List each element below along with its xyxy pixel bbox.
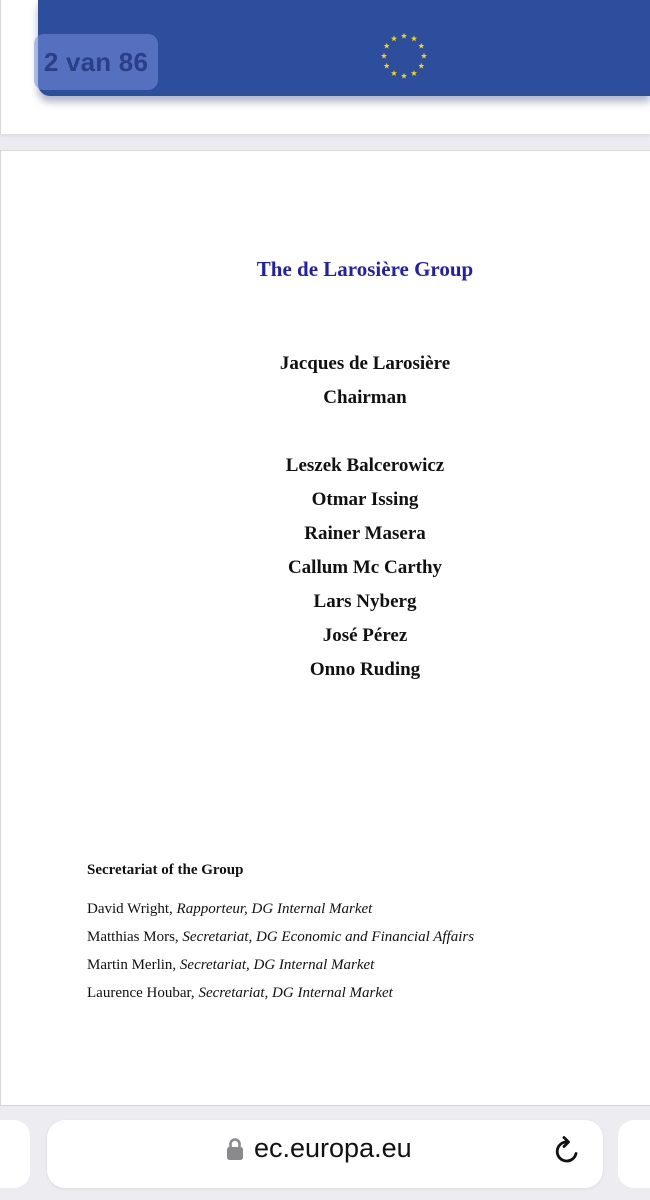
secretariat-member-name: Laurence Houbar, <box>87 985 195 1001</box>
group-title: The de Larosière Group <box>256 257 474 281</box>
member-name: Otmar Issing <box>311 489 419 510</box>
eu-star <box>401 73 407 79</box>
secretariat-member-name: Martin Merlin, <box>87 957 177 973</box>
member-name: Leszek Balcerowicz <box>285 455 445 476</box>
browser-bottom-bar <box>0 1105 650 1200</box>
secretariat-member <box>87 951 627 979</box>
lock-icon <box>226 1137 244 1161</box>
eu-star <box>384 43 390 49</box>
member-name: Onno Ruding <box>309 659 421 680</box>
chairman-name: Jacques de Larosière <box>279 353 451 374</box>
secretariat-member <box>87 923 627 951</box>
secretariat-member-role: Secretariat, DG Internal Market <box>179 957 375 973</box>
eu-star <box>421 53 427 59</box>
secretariat-member <box>87 979 627 1007</box>
secretariat-member-role: Secretariat, DG Economic and Financial Affairs <box>182 929 475 945</box>
secretariat-member-role: Rapporteur, DG Internal Market <box>176 901 373 917</box>
eu-star <box>391 70 397 76</box>
secretariat-title: Secretariat of the Group <box>87 862 244 878</box>
eu-star <box>401 33 407 39</box>
eu-star <box>391 35 397 41</box>
document-page <box>0 150 650 1106</box>
page-edge <box>0 0 1 134</box>
member-name: Rainer Masera <box>304 523 426 544</box>
secretariat-member-name: David Wright, <box>87 901 173 917</box>
previous-tab-preview[interactable] <box>0 1120 30 1188</box>
secretariat-section <box>87 859 627 1007</box>
secretariat-member-name: Matthias Mors, <box>87 929 179 945</box>
eu-star <box>381 53 387 59</box>
reload-icon[interactable] <box>550 1134 584 1168</box>
eu-star <box>418 43 424 49</box>
member-name: José Pérez <box>322 625 408 646</box>
eu-star <box>411 70 417 76</box>
url-text[interactable]: ec.europa.eu <box>254 1133 412 1163</box>
eu-stars-icon <box>376 28 432 84</box>
next-tab-preview[interactable] <box>618 1120 650 1188</box>
chairman-role: Chairman <box>323 387 407 408</box>
member-name: Callum Mc Carthy <box>287 557 443 578</box>
eu-star <box>418 63 424 69</box>
eu-star <box>411 35 417 41</box>
secretariat-member-role: Secretariat, DG Internal Market <box>198 985 393 1001</box>
secretariat-member <box>87 895 627 923</box>
member-name: Lars Nyberg <box>313 591 417 612</box>
eu-star <box>384 63 390 69</box>
page-indicator: 2 van 86 <box>34 34 158 90</box>
members-list <box>0 347 650 687</box>
